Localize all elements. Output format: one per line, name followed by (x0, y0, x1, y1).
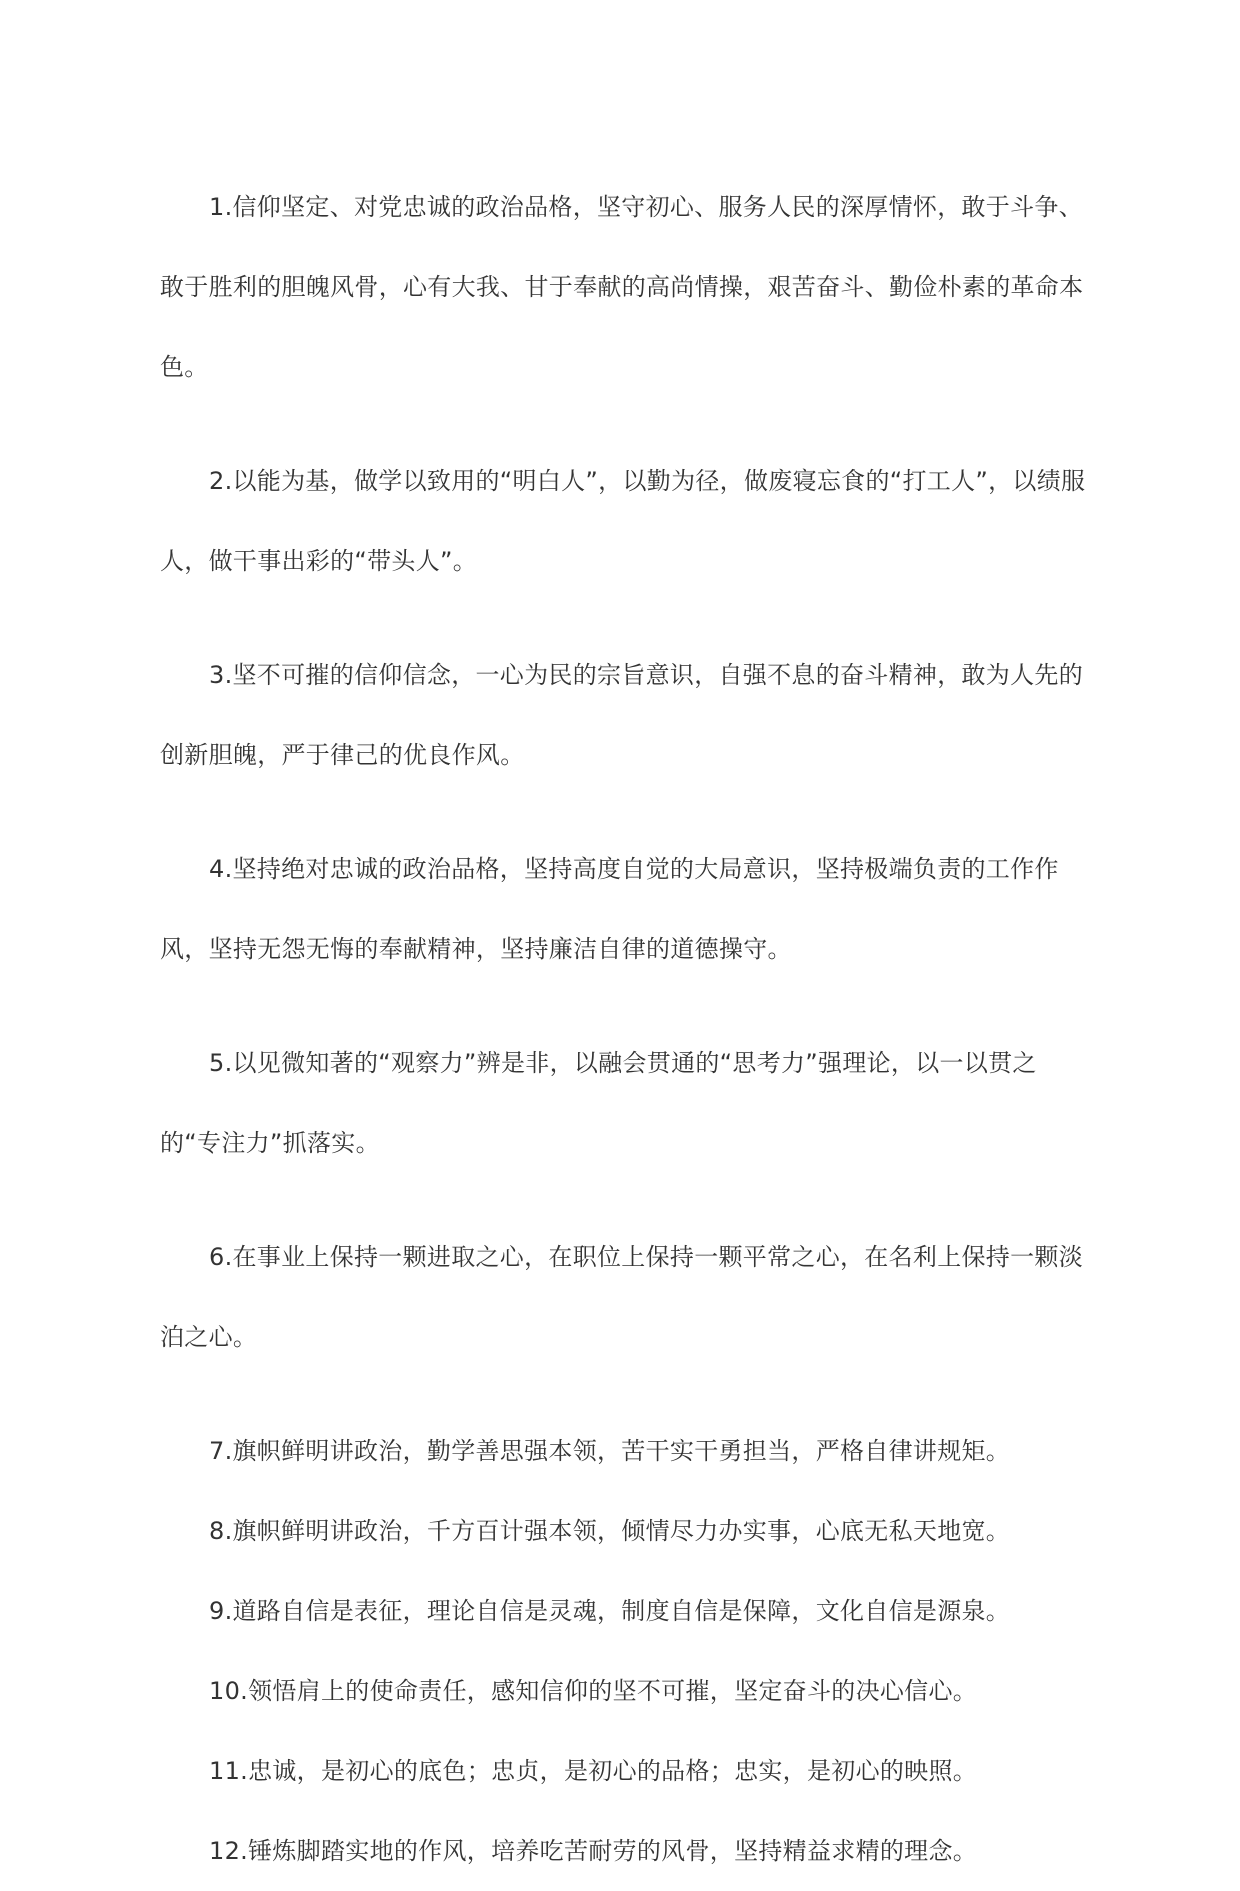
paragraph-1: 1.信仰坚定、对党忠诚的政治品格，坚守初心、服务人民的深厚情怀，敢于斗争、敢于胜利的胆魄风骨，心有大我、甘于奉献的高尚情操，艰苦奋斗、勤俭朴素的革命本色。 (160, 193, 1084, 381)
paragraph-11: 11.忠诚，是初心的底色；忠贞，是初心的品格；忠实，是初心的映照。 (209, 1757, 978, 1785)
paragraph-4: 4.坚持绝对忠诚的政治品格，坚持高度自觉的大局意识，坚持极端负责的工作作风，坚持无怨无悔的奉献精神，坚持廉洁自律的道德操守。 (160, 855, 1059, 963)
paragraph-9: 9.道路自信是表征，理论自信是灵魂，制度自信是保障，文化自信是源泉。 (209, 1597, 1011, 1625)
paragraph-3: 3.坚不可摧的信仰信念，一心为民的宗旨意识，自强不息的奋斗精神，敢为人先的创新胆魄，严于律己的优良作风。 (160, 661, 1083, 769)
paragraph-6: 6.在事业上保持一颗进取之心，在职位上保持一颗平常之心，在名利上保持一颗淡泊之心。 (160, 1243, 1083, 1351)
paragraph-12: 12.锤炼脚踏实地的作风，培养吃苦耐劳的风骨，坚持精益求精的理念。 (209, 1837, 978, 1865)
paragraph-7: 7.旗帜鲜明讲政治，勤学善思强本领，苦干实干勇担当，严格自律讲规矩。 (209, 1437, 1011, 1465)
paragraph-5: 5.以见微知著的“观察力”辨是非，以融会贯通的“思考力”强理论，以一以贯之的“专注力”抓落实。 (160, 1049, 1037, 1157)
document-body (160, 167, 1090, 1891)
paragraph-8: 8.旗帜鲜明讲政治，千方百计强本领，倾情尽力办实事，心底无私天地宽。 (209, 1517, 1011, 1545)
paragraph-2: 2.以能为基，做学以致用的“明白人”，以勤为径，做废寝忘食的“打工人”，以绩服人，做干事出彩的“带头人”。 (160, 467, 1086, 575)
paragraph-10: 10.领悟肩上的使命责任，感知信仰的坚不可摧，坚定奋斗的决心信心。 (209, 1677, 978, 1705)
